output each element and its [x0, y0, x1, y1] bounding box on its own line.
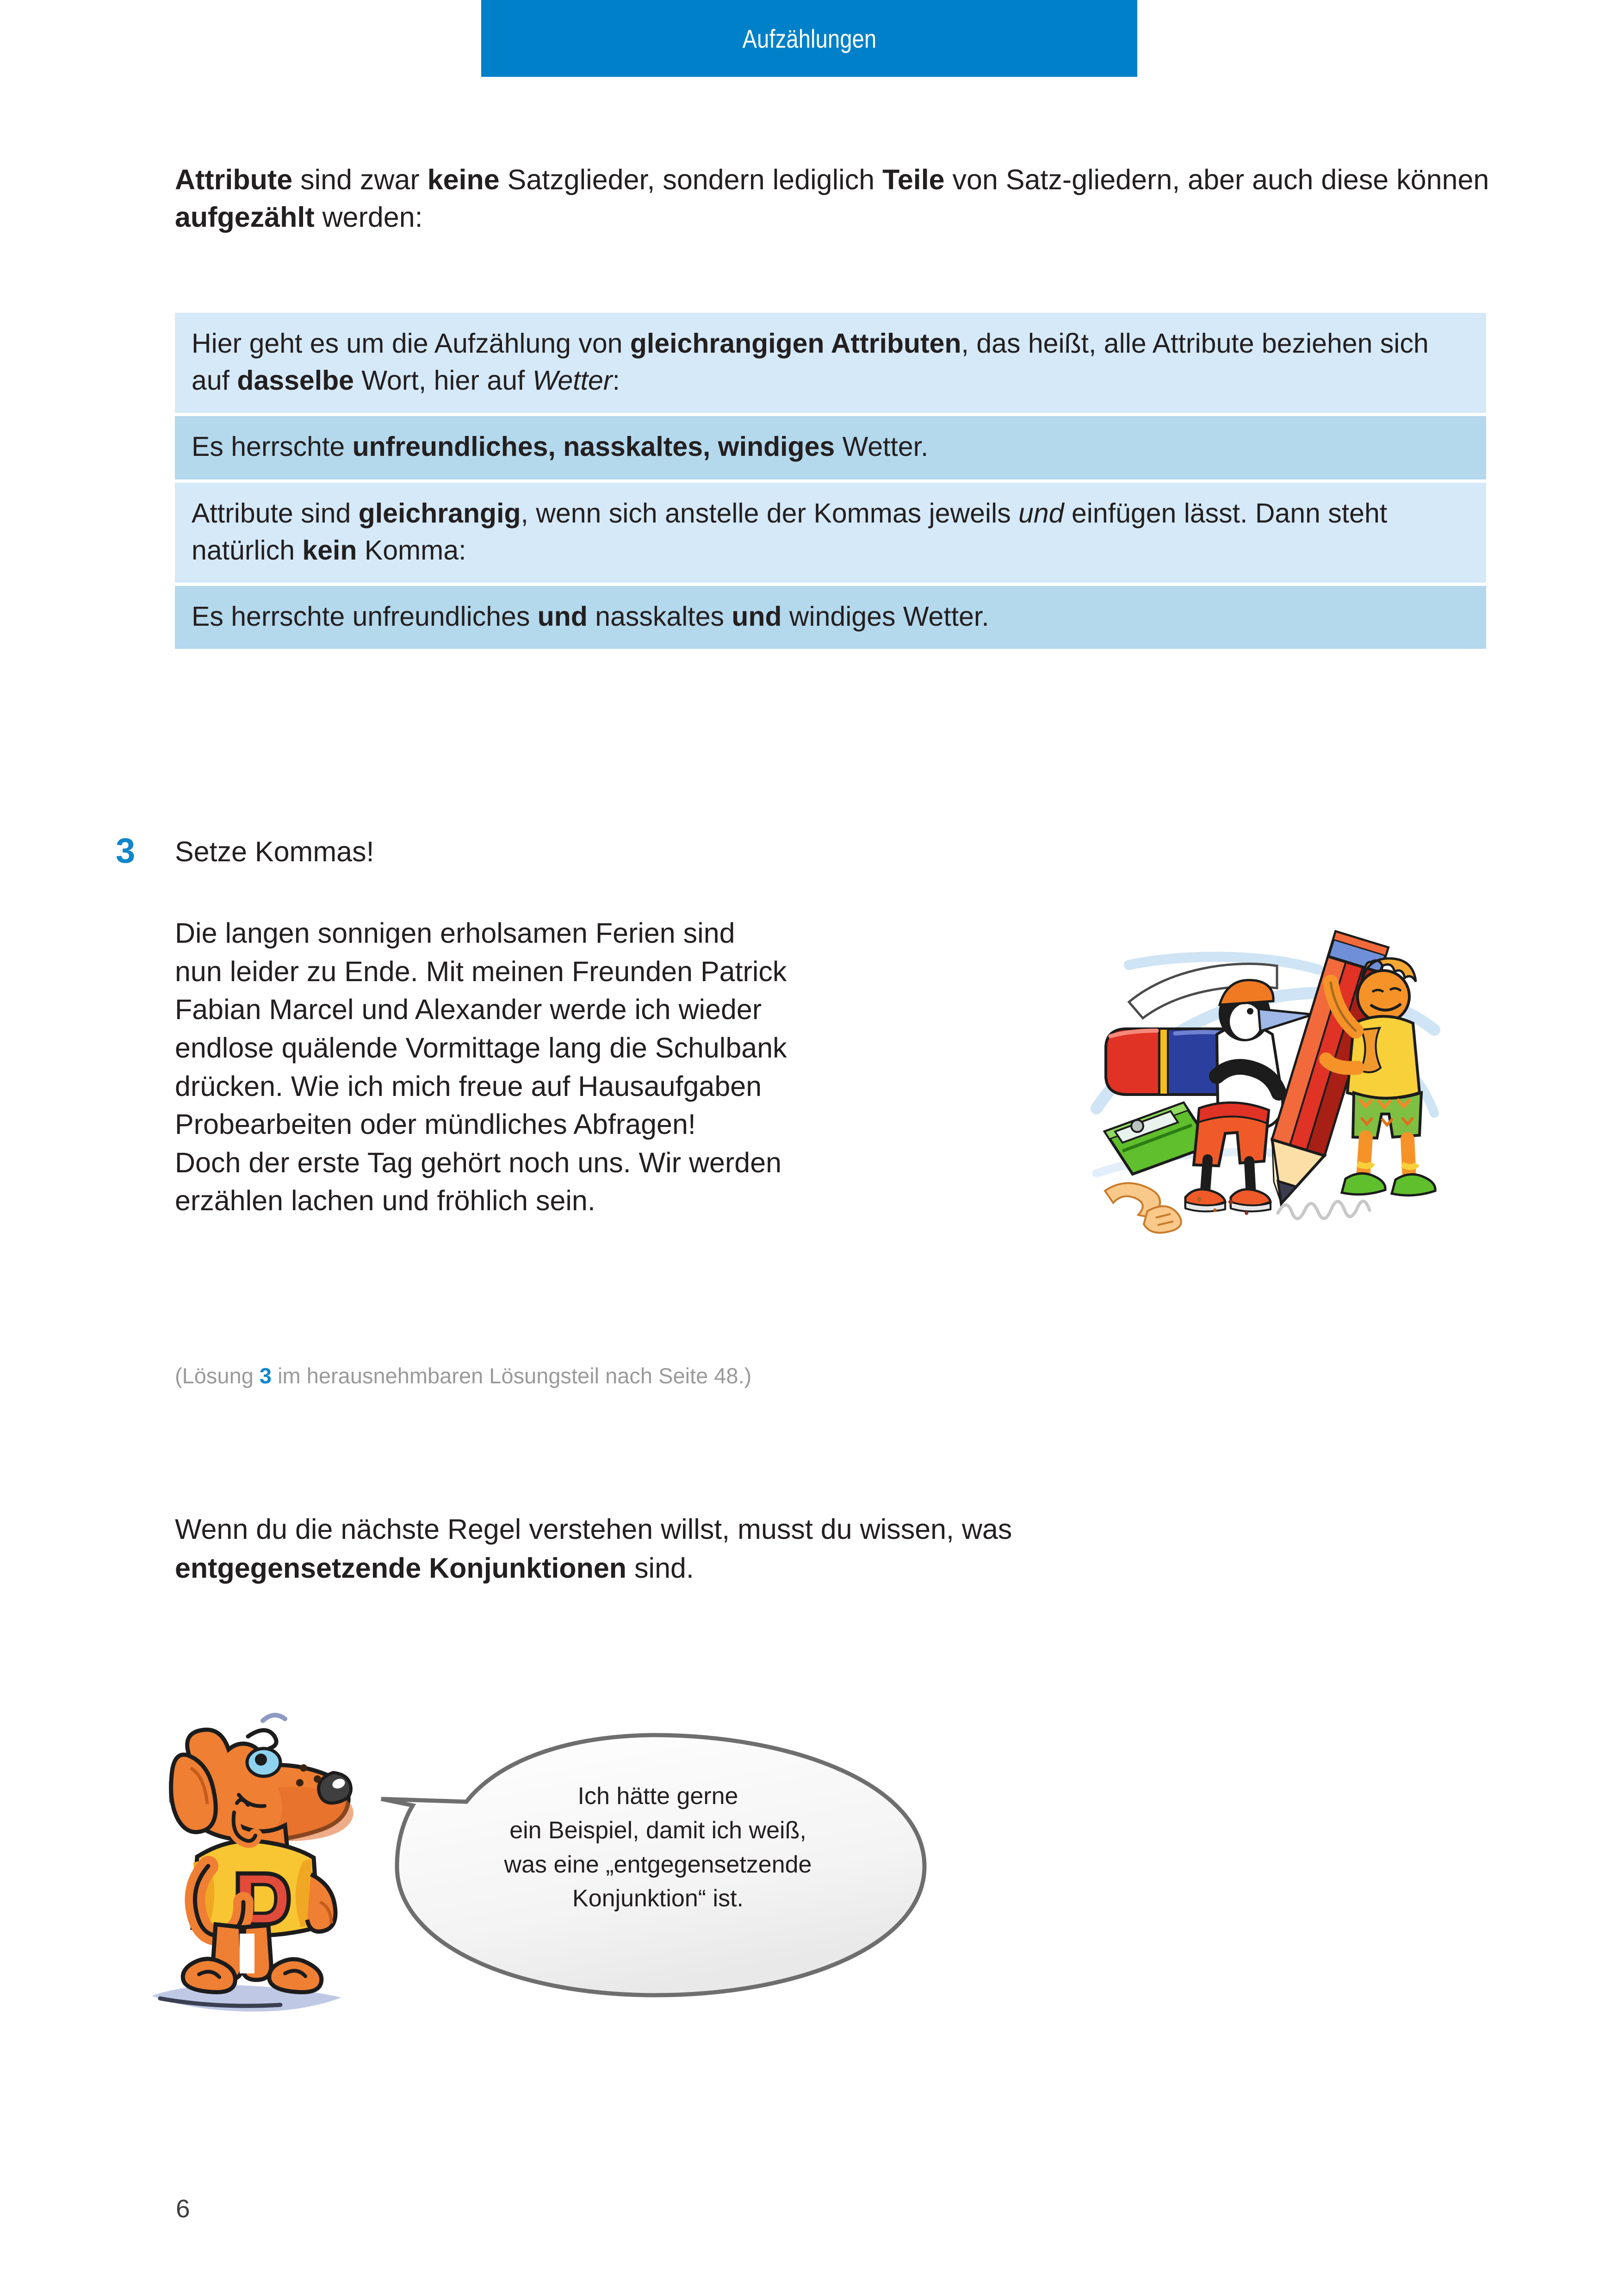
- closing-line-2-rest: sind.: [626, 1552, 694, 1584]
- exercise-title: Setze Kommas!: [175, 836, 374, 867]
- solution-reference: [175, 1363, 751, 1388]
- rule-box: [175, 313, 1486, 649]
- intro-text: Attribute sind zwar keine Satzglieder, sondern lediglich Teile von Satz-gliedern, aber auch diese können aufgezählt werden:: [175, 164, 1489, 233]
- exercise-body-text: [175, 914, 1068, 1220]
- rule-box-row: Attribute sind gleichrangig, wenn sich anstelle der Kommas jeweils und einfügen lässt. Dann steht natürlich kein Komma:: [175, 483, 1486, 583]
- speech-bubble-text: [436, 1780, 880, 1916]
- closing-line-1: Wenn du die nächste Regel verstehen willst, musst du wissen, was: [175, 1513, 1012, 1545]
- speech-bubble-line: ein Beispiel, damit ich weiß,: [509, 1817, 806, 1844]
- speech-bubble: [376, 1719, 937, 2006]
- speech-bubble-line: Ich hätte gerne: [577, 1783, 738, 1810]
- exercise-body-line: Fabian Marcel und Alexander werde ich wieder: [175, 994, 762, 1026]
- closing-paragraph: [175, 1510, 1433, 1587]
- closing-bold-term: entgegensetzende Konjunktionen: [175, 1552, 627, 1584]
- exercise-body-line: drücken. Wie ich mich freue auf Hausaufgaben: [175, 1070, 762, 1102]
- exercise-body-line: Doch der erste Tag gehört noch uns. Wir werden: [175, 1146, 782, 1178]
- intro-paragraph: [175, 161, 1498, 236]
- page-number: 6: [176, 2194, 190, 2223]
- rule-box-row: Es herrschte unfreundliches, nasskaltes, windiges Wetter.: [175, 416, 1486, 479]
- speech-bubble-line: was eine „entgegensetzende: [504, 1851, 812, 1878]
- exercise-body-line: erzählen lachen und fröhlich sein.: [175, 1185, 595, 1217]
- solution-suffix: im herausnehmbaren Lösungsteil nach Seite 48.): [272, 1363, 752, 1388]
- school-scene-illustration: [1078, 914, 1448, 1238]
- dog-mascot-illustration: [139, 1685, 361, 2022]
- exercise-body-line: Die langen sonnigen erholsamen Ferien sind: [175, 917, 735, 949]
- closing-line-2: [175, 1549, 1433, 1587]
- exercise-body-line: endlose quälende Vormittage lang die Schulbank: [175, 1032, 787, 1064]
- page-header-banner: [481, 0, 1137, 77]
- exercise-body-line: nun leider zu Ende. Mit meinen Freunden Patrick: [175, 955, 787, 987]
- solution-number: 3: [259, 1363, 272, 1388]
- rule-box-row: Hier geht es um die Aufzählung von gleichrangigen Attributen, das heißt, alle Attribute beziehen sich auf dasselbe Wort, hier auf Wetter:: [175, 313, 1486, 413]
- page-title: Aufzählungen: [742, 24, 876, 53]
- exercise-number: 3: [116, 831, 136, 871]
- solution-prefix: (Lösung: [175, 1363, 260, 1388]
- speech-bubble-line: Konjunktion“ ist.: [572, 1885, 744, 1912]
- rule-box-row: Es herrschte unfreundliches und nasskaltes und windiges Wetter.: [175, 586, 1486, 649]
- exercise-body-line: Probearbeiten oder mündliches Abfragen!: [175, 1108, 696, 1140]
